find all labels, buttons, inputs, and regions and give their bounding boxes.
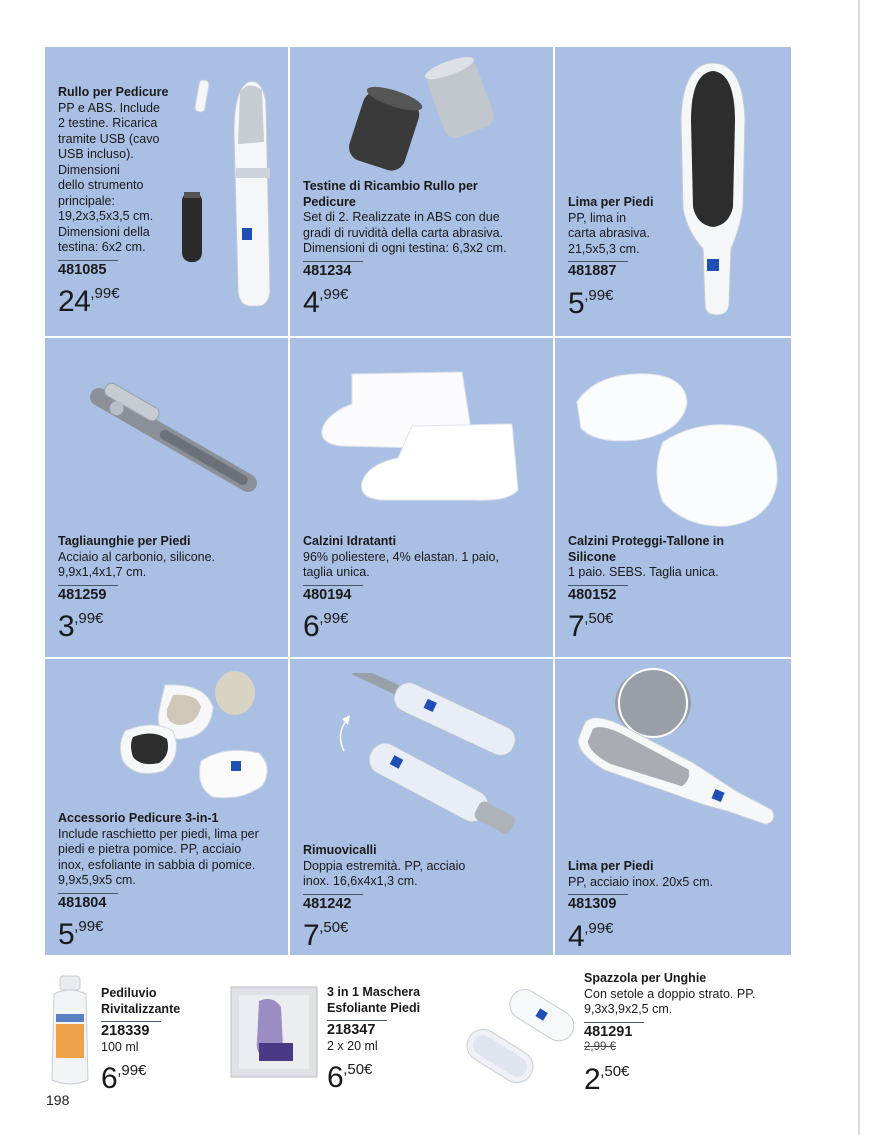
product-code: 218339 bbox=[101, 1021, 161, 1040]
product-info bbox=[58, 534, 215, 642]
product-tile-480152[interactable] bbox=[555, 338, 791, 659]
product-price: $7^{,50€}$ bbox=[303, 919, 349, 952]
product-code: 481887 bbox=[568, 261, 628, 280]
page-number: 198 bbox=[46, 1092, 70, 1108]
product-name: Testine di Ricambio Rullo per Pedicure bbox=[303, 179, 478, 209]
product-code: 481242 bbox=[303, 894, 363, 913]
pedicure-roller-image bbox=[170, 72, 285, 312]
pedicure-3in1-image bbox=[113, 667, 278, 807]
product-name: Lima per Piedi bbox=[568, 859, 654, 873]
product-info bbox=[303, 534, 499, 642]
product-tile-481085[interactable] bbox=[45, 47, 290, 338]
exfoliating-mask-pack-image bbox=[229, 985, 319, 1079]
product-size: 2 x 20 ml bbox=[327, 1038, 378, 1053]
bottom-product-481291[interactable] bbox=[584, 971, 755, 1095]
product-name: Rullo per Pedicure bbox=[58, 85, 169, 99]
moisturizing-socks-image bbox=[312, 364, 522, 504]
product-code: 481234 bbox=[303, 261, 363, 280]
product-tile-481242[interactable] bbox=[290, 659, 555, 955]
product-name: Tagliaunghie per Piedi bbox=[58, 534, 191, 548]
product-description: Acciaio al carbonio, silicone. 9,9x1,4x1,7 cm. bbox=[58, 549, 216, 579]
page-edge bbox=[858, 0, 860, 1135]
product-description: Doppia estremità. PP, acciaio inox. 16,6x4x1,3 cm. bbox=[303, 858, 466, 888]
product-info bbox=[58, 811, 259, 950]
product-grid bbox=[45, 47, 791, 955]
product-name: Pediluvio Rivitalizzante bbox=[101, 986, 181, 1016]
product-description: Con setole a doppio strato. PP. 9,3x3,9x2,5 cm. bbox=[584, 986, 756, 1016]
bottom-product-218347[interactable] bbox=[327, 985, 420, 1093]
product-tile-481309[interactable] bbox=[555, 659, 791, 955]
product-info bbox=[303, 179, 507, 318]
foot-file-image bbox=[673, 59, 753, 321]
product-description: PP, acciaio inox. 20x5 cm. bbox=[568, 874, 713, 889]
product-tile-481887[interactable] bbox=[555, 47, 791, 338]
product-name: Rimuovicalli bbox=[303, 843, 377, 857]
product-price: $6^{,99€}$ bbox=[303, 610, 349, 643]
product-size: 100 ml bbox=[101, 1039, 139, 1054]
product-price: $5^{,99€}$ bbox=[58, 918, 104, 951]
old-price: 2,99 € bbox=[584, 1041, 616, 1053]
product-tile-481234[interactable] bbox=[290, 47, 555, 338]
product-description: Set di 2. Realizzate in ABS con due gradi di ruvidità della carta abrasiva. Dimensioni di ogni testina: 6,3x2 cm. bbox=[303, 210, 507, 255]
product-code: 481259 bbox=[58, 585, 118, 604]
product-code: 481291 bbox=[584, 1022, 644, 1041]
foot-bath-bottle-image bbox=[48, 974, 92, 1089]
product-code: 218347 bbox=[327, 1020, 387, 1039]
product-price: $4^{,99€}$ bbox=[303, 286, 349, 319]
steel-foot-file-image bbox=[563, 667, 785, 837]
product-description: PP, lima in carta abrasiva. 21,5x5,3 cm. bbox=[568, 210, 650, 256]
product-info bbox=[568, 195, 653, 319]
roller-heads-image bbox=[345, 55, 505, 175]
toenail-clipper-image bbox=[65, 376, 275, 516]
product-tile-480194[interactable] bbox=[290, 338, 555, 659]
product-price: $2^{,50€}$ bbox=[584, 1062, 630, 1096]
product-price: $6^{,99€}$ bbox=[101, 1062, 147, 1095]
product-info bbox=[568, 534, 724, 642]
product-name: Lima per Piedi bbox=[568, 195, 654, 209]
product-info bbox=[58, 85, 168, 317]
product-tile-481259[interactable] bbox=[45, 338, 290, 659]
product-code: 480194 bbox=[303, 585, 363, 604]
product-description: 96% poliestere, 4% elastan. 1 paio, taglia unica. bbox=[303, 549, 499, 579]
product-price: $3^{,99€}$ bbox=[58, 610, 104, 643]
heel-protector-socks-image bbox=[567, 362, 787, 532]
product-name: Accessorio Pedicure 3-in-1 bbox=[58, 811, 219, 825]
product-price: $5^{,99€}$ bbox=[568, 286, 614, 320]
bottom-product-218339[interactable] bbox=[101, 986, 180, 1094]
product-price: $24^{,99€}$ bbox=[58, 285, 120, 318]
product-code: 481085 bbox=[58, 260, 118, 279]
product-info bbox=[303, 843, 465, 951]
product-name: Spazzola per Unghie bbox=[584, 971, 707, 985]
product-description: PP e ABS. Include 2 testine. Ricarica tramite USB (cavo USB incluso). Dimensioni dello strumento principale: 19,2x3,5x3,5 cm. Dimensioni della testina: 6x2 cm. bbox=[58, 100, 160, 254]
product-name: 3 in 1 Maschera Esfoliante Piedi bbox=[327, 985, 421, 1015]
nail-brush-image bbox=[460, 980, 575, 1092]
product-code: 481804 bbox=[58, 893, 118, 912]
product-name: Calzini Idratanti bbox=[303, 534, 397, 548]
product-price: $4^{,99€}$ bbox=[568, 919, 614, 953]
callus-remover-image bbox=[330, 673, 540, 853]
product-description: 1 paio. SEBS. Taglia unica. bbox=[568, 565, 719, 579]
product-info bbox=[568, 859, 713, 952]
product-price: $7^{,50€}$ bbox=[568, 610, 614, 643]
product-tile-481804[interactable] bbox=[45, 659, 290, 955]
product-code: 480152 bbox=[568, 585, 628, 604]
product-name: Calzini Proteggi-Tallone in Silicone bbox=[568, 534, 725, 564]
product-description: Include raschietto per piedi, lima per piedi e pietra pomice. PP, acciaio inox, esfoliante in sabbia di pomice. 9,9x5,9x5 cm. bbox=[58, 826, 259, 887]
product-price: $6^{,50€}$ bbox=[327, 1061, 373, 1094]
product-code: 481309 bbox=[568, 894, 628, 913]
